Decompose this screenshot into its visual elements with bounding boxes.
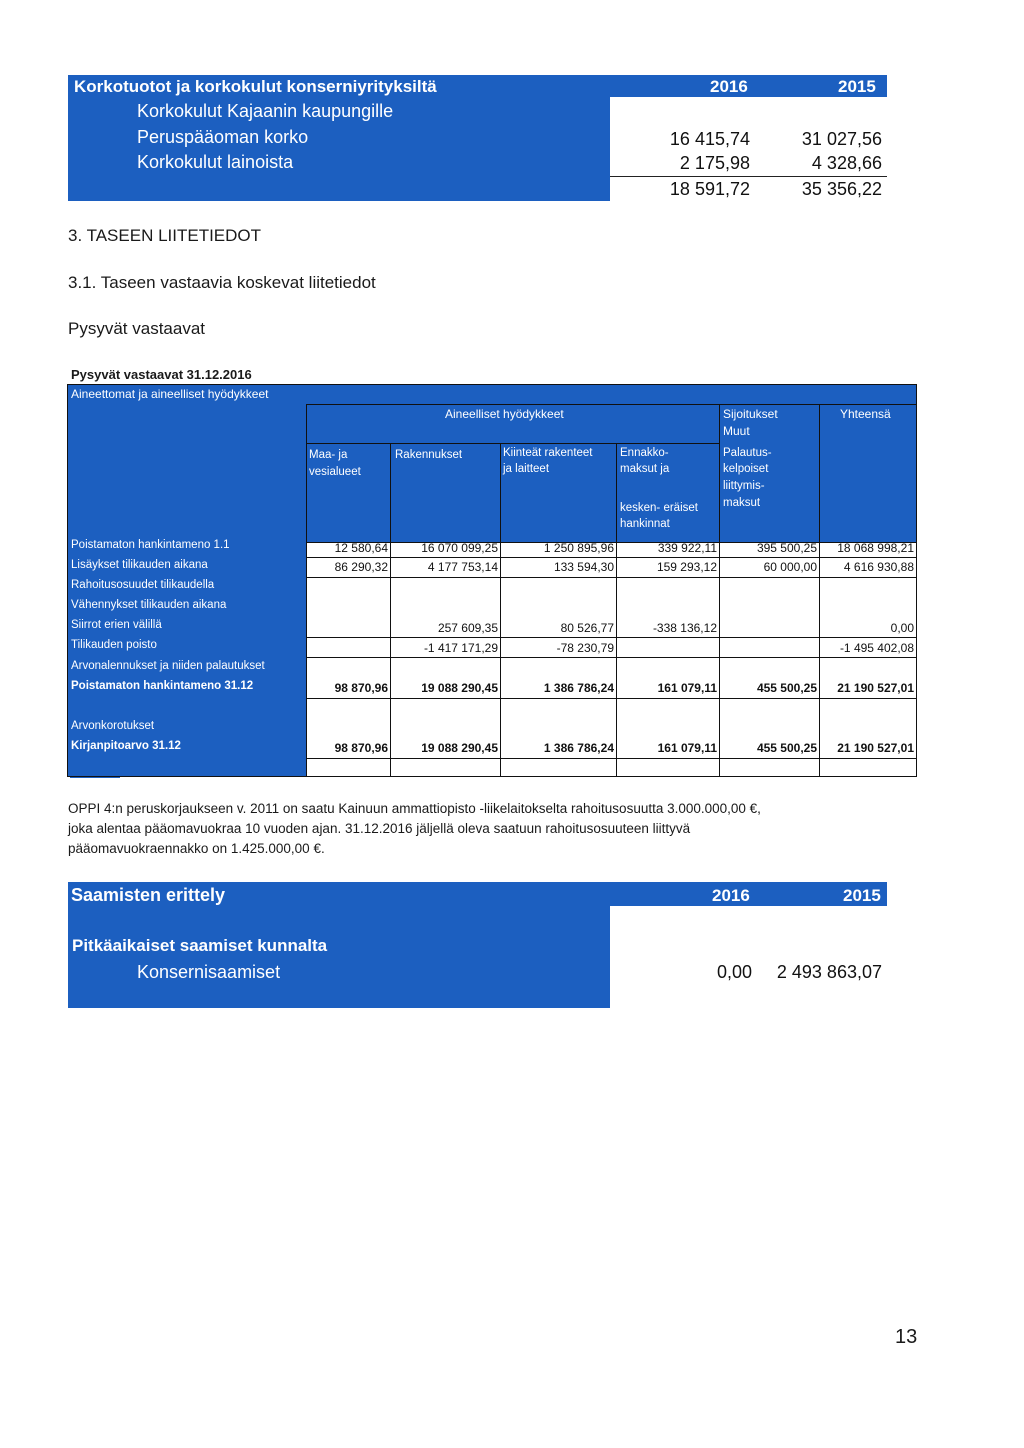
- table-row-label: Tilikauden poisto: [71, 639, 157, 651]
- table-cell: 98 870,96: [334, 741, 388, 755]
- table-cell: 19 088 290,45: [421, 681, 498, 695]
- table-cell: -78 230,79: [556, 641, 614, 655]
- interest-value-2015: 31 027,56: [801, 129, 882, 149]
- table-row-label: Arvonkorotukset: [71, 720, 155, 732]
- col-advances-header: hankinnat: [620, 518, 670, 530]
- table-cell: 21 190 527,01: [837, 681, 914, 695]
- table-cell: -338 136,12: [652, 621, 717, 635]
- table-cell: 339 922,11: [657, 541, 717, 555]
- col-advances-header: Ennakko-: [620, 447, 669, 459]
- table-cell: 1 386 786,24: [543, 681, 614, 695]
- table-row-label: Poistamaton hankintameno 1.1: [71, 539, 230, 551]
- table-cell: 395 500,25: [756, 541, 817, 555]
- receivables-year-2015: 2015: [843, 886, 881, 905]
- table-cell: 455 500,25: [756, 681, 817, 695]
- section-heading: 3. TASEEN LIITETIEDOT: [68, 226, 262, 245]
- table-cell: 21 190 527,01: [837, 741, 914, 755]
- table-cell: 133 594,30: [553, 560, 614, 574]
- group-tangible-header: Aineelliset hyödykkeet: [445, 407, 564, 421]
- table-row-label: Arvonalennukset ja niiden palautukset: [71, 660, 265, 672]
- table-cell: 98 870,96: [334, 681, 388, 695]
- interest-year-2015: 2015: [838, 77, 876, 96]
- table-row-label: Kirjanpitoarvo 31.12: [71, 740, 181, 752]
- table-cell: 161 079,11: [657, 681, 717, 695]
- table-row-label: Poistamaton hankintameno 31.12: [71, 680, 254, 692]
- table-row-label: Vähennykset tilikauden aikana: [71, 599, 227, 611]
- interest-year-2016: 2016: [710, 77, 748, 96]
- table-cell: 455 500,25: [756, 741, 817, 755]
- note-line: joka alentaa pääomavuokraa 10 vuoden ajan. 31.12.2016 jäljellä oleva saatuun rahoitusosuuteen liittyvä: [68, 821, 691, 836]
- sum-rule: [610, 176, 887, 177]
- col-land-header: vesialueet: [309, 466, 361, 478]
- interest-row-label: Korkokulut lainoista: [137, 152, 294, 172]
- col-deposits-header: Palautus-: [723, 447, 772, 459]
- interest-title: Korkotuotot ja korkokulut konserniyrityksiltä: [74, 77, 437, 96]
- receivables-row-label: Konsernisaamiset: [137, 962, 281, 982]
- table-cell: 161 079,11: [657, 741, 717, 755]
- col-structures-header: ja laitteet: [503, 463, 550, 475]
- interest-total-2016: 18 591,72: [669, 179, 750, 199]
- table-cell: 4 177 753,14: [427, 560, 498, 574]
- col-deposits-header: kelpoiset: [723, 463, 769, 475]
- interest-value-2016: 2 175,98: [679, 153, 750, 173]
- col-buildings-header: Rakennukset: [395, 449, 463, 461]
- group-investments-header: Sijoitukset: [723, 407, 778, 421]
- table-cell: 1 250 895,96: [543, 541, 614, 555]
- receivables-title: Saamisten erittely: [71, 885, 226, 905]
- table-cell: 4 616 930,88: [843, 560, 914, 574]
- note-line: pääomavuokraennakko on 1.425.000,00 €.: [68, 841, 325, 856]
- interest-row-label: Peruspääoman korko: [137, 127, 309, 147]
- interest-row-label: Korkokulut Kajaanin kaupungille: [137, 101, 394, 121]
- col-total-header: Yhteensä: [840, 407, 891, 421]
- receivables-value-2016: 0,00: [716, 962, 752, 982]
- table-cell: 86 290,32: [334, 560, 388, 574]
- table-cell: -1 495 402,08: [839, 641, 914, 655]
- table-caption: Pysyvät vastaavat 31.12.2016: [71, 367, 252, 382]
- col-land-header: Maa- ja: [309, 449, 348, 461]
- note-line: OPPI 4:n peruskorjaukseen v. 2011 on saatu Kainuun ammattiopisto -liikelaitokselta rahoitusosuutta 3.000.000,00 €,: [68, 801, 761, 816]
- table-cell: 60 000,00: [763, 560, 817, 574]
- interest-total-2015: 35 356,22: [801, 179, 882, 199]
- interest-value-2015: 4 328,66: [811, 153, 882, 173]
- table-cell: 1 386 786,24: [543, 741, 614, 755]
- col-structures-header: Kiinteät rakenteet: [503, 447, 593, 459]
- table-cell: 18 068 998,21: [837, 541, 914, 555]
- table-cell: -1 417 171,29: [423, 641, 498, 655]
- subheading: Pysyvät vastaavat: [68, 319, 206, 338]
- interest-value-2016: 16 415,74: [669, 129, 750, 149]
- table-row-label: Rahoitusosuudet tilikaudella: [71, 579, 215, 591]
- receivables-year-2016: 2016: [712, 886, 750, 905]
- table-banner-label: Aineettomat ja aineelliset hyödykkeet: [71, 387, 269, 401]
- page-number: 13: [895, 1326, 918, 1348]
- table-cell: 16 070 099,25: [421, 541, 498, 555]
- col-deposits-header: liittymis-: [723, 480, 765, 492]
- col-advances-header: kesken- eräiset: [620, 502, 698, 514]
- table-cell: 19 088 290,45: [421, 741, 498, 755]
- table-cell: 0,00: [890, 621, 914, 635]
- group-investments-sub: Muut: [723, 424, 750, 438]
- subsection-heading: 3.1. Taseen vastaavia koskevat liitetiedot: [68, 273, 376, 292]
- table-cell: 80 526,77: [560, 621, 614, 635]
- table-row-label: Siirrot erien välillä: [71, 619, 162, 631]
- receivables-value-2015: 2 493 863,07: [776, 962, 882, 982]
- table-cell: 257 609,35: [437, 621, 498, 635]
- table-row-label: Lisäykset tilikauden aikana: [71, 559, 208, 571]
- col-deposits-header: maksut: [723, 497, 761, 509]
- receivables-subtitle: Pitkäaikaiset saamiset kunnalta: [72, 936, 328, 955]
- table-cell: 159 293,12: [656, 560, 717, 574]
- col-advances-header: maksut ja: [620, 463, 670, 475]
- table-cell: 12 580,64: [334, 541, 388, 555]
